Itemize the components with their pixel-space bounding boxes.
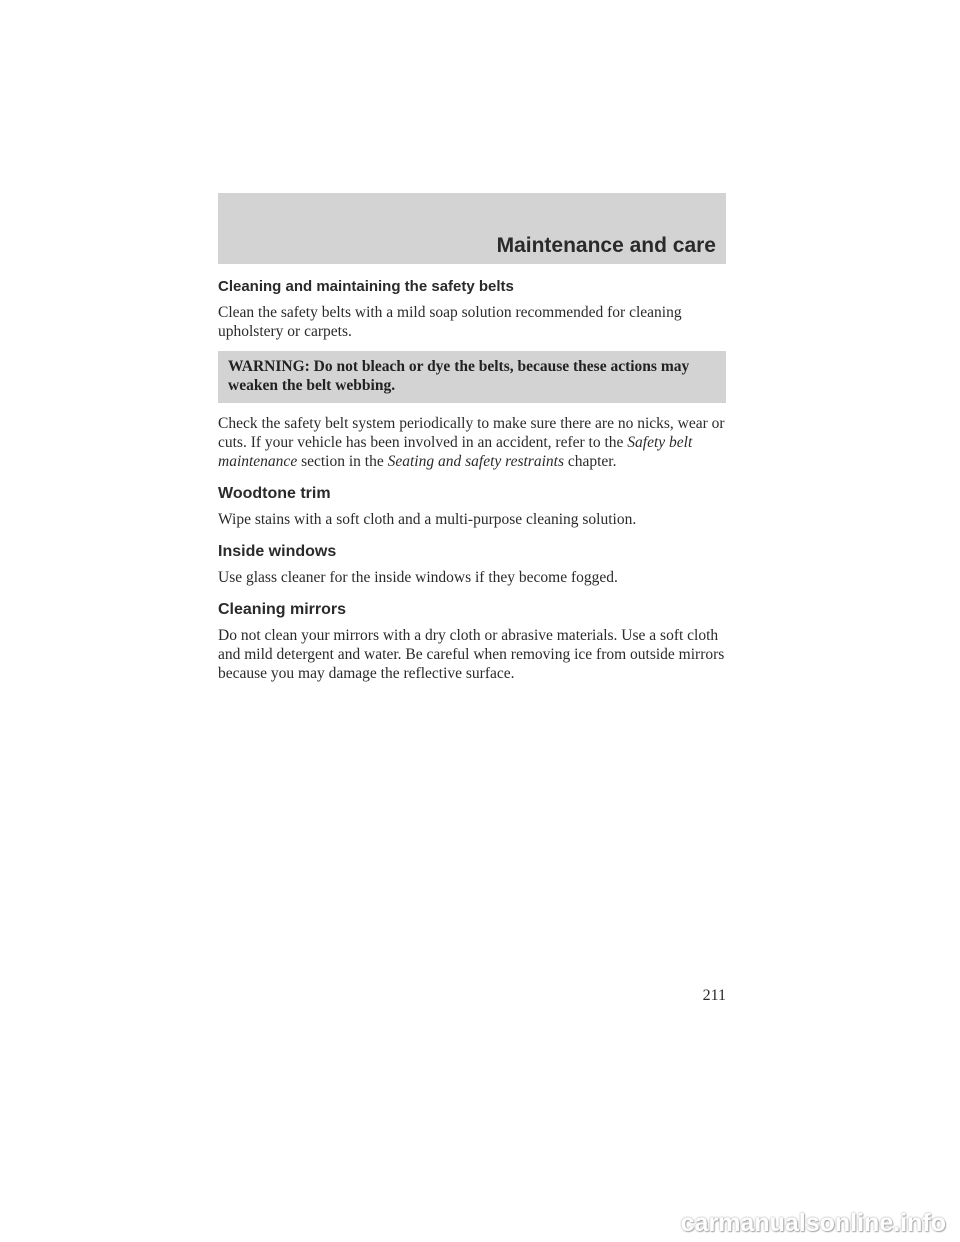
heading-safety-belts: Cleaning and maintaining the safety belts	[218, 278, 514, 295]
heading-inside-windows: Inside windows	[218, 543, 337, 560]
paragraph-safety-belts-check	[218, 414, 726, 471]
page-number: 211	[702, 987, 726, 1004]
reference-safety-belt-maintenance: Safety belt maintenance	[218, 434, 693, 470]
chapter-title: Maintenance and care	[496, 234, 716, 257]
heading-woodtone-trim: Woodtone trim	[218, 485, 331, 502]
page-content	[218, 278, 726, 693]
heading-cleaning-mirrors: Cleaning mirrors	[218, 601, 347, 618]
paragraph-woodtone-trim: Wipe stains with a soft cloth and a multi-purpose cleaning solution.	[218, 511, 637, 528]
reference-seating-and-safety-restraints: Seating and safety restraints	[387, 453, 564, 470]
paragraph-text-end: chapter.	[567, 453, 617, 470]
warning-box: WARNING: Do not bleach or dye the belts, because these actions may weaken the belt webbing.	[218, 351, 726, 403]
paragraph-inside-windows: Use glass cleaner for the inside windows if they become fogged.	[218, 569, 618, 586]
chapter-header-band	[218, 193, 726, 264]
paragraph-text-mid: section in the	[301, 453, 384, 470]
watermark: carmanualsonline.info	[680, 1209, 946, 1237]
paragraph-text-start: Check the safety belt system periodically to make sure there are no nicks, wear or cuts. If your vehicle has been involved in an accident, refer to the	[218, 415, 725, 451]
paragraph-safety-belts-clean: Clean the safety belts with a mild soap solution recommended for cleaning upholstery or carpets.	[218, 304, 682, 340]
paragraph-cleaning-mirrors: Do not clean your mirrors with a dry cloth or abrasive materials. Use a soft cloth and mild detergent and water. Be careful when removing ice from outside mirrors because you may damage the reflective surface.	[218, 627, 725, 682]
